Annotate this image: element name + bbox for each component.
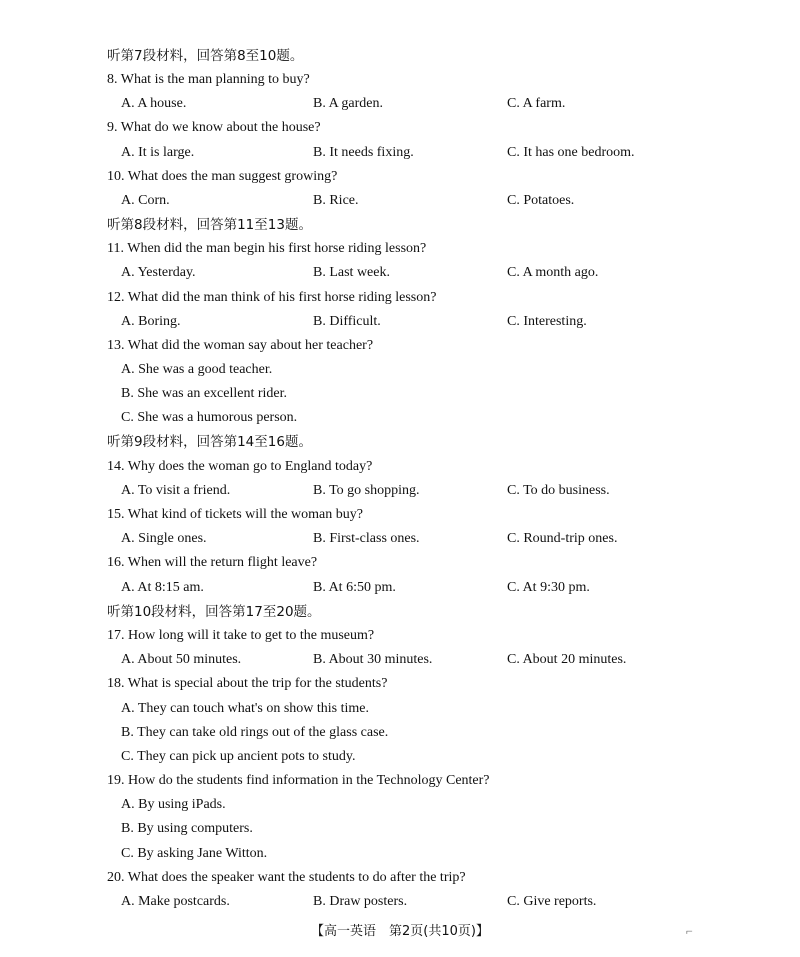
question-18: 18. What is special about the trip for the students? [107, 676, 388, 691]
q10-option-a: A. Corn. [121, 193, 170, 208]
q10-option-c: C. Potatoes. [507, 193, 575, 208]
q18-option-a: A. They can touch what's on show this time. [121, 701, 370, 716]
q17-option-b: B. About 30 minutes. [313, 652, 433, 667]
question-10: 10. What does the man suggest growing? [107, 169, 338, 184]
q15-option-c: C. Round-trip ones. [507, 531, 618, 546]
q18-option-b: B. They can take old rings out of the glass case. [121, 725, 389, 740]
q9-option-b: B. It needs fixing. [313, 145, 414, 160]
q11-option-c: C. A month ago. [507, 265, 599, 280]
q19-option-c: C. By asking Jane Witton. [121, 846, 268, 861]
question-19: 19. How do the students find information in the Technology Center? [107, 773, 490, 788]
q13-option-b: B. She was an excellent rider. [121, 386, 288, 401]
question-15: 15. What kind of tickets will the woman buy? [107, 507, 363, 522]
q8-option-b: B. A garden. [313, 96, 383, 111]
q12-option-b: B. Difficult. [313, 314, 381, 329]
question-9: 9. What do we know about the house? [107, 120, 321, 135]
question-12: 12. What did the man think of his first horse riding lesson? [107, 290, 437, 305]
q14-option-b: B. To go shopping. [313, 483, 420, 498]
q16-option-b: B. At 6:50 pm. [313, 580, 396, 595]
q15-option-a: A. Single ones. [121, 531, 207, 546]
q20-option-b: B. Draw posters. [313, 894, 408, 909]
q17-option-a: A. About 50 minutes. [121, 652, 242, 667]
q12-option-a: A. Boring. [121, 314, 181, 329]
q17-option-c: C. About 20 minutes. [507, 652, 627, 667]
q19-option-a: A. By using iPads. [121, 797, 226, 812]
q16-option-a: A. At 8:15 am. [121, 580, 204, 595]
q18-option-c: C. They can pick up ancient pots to study. [121, 749, 356, 764]
q12-option-c: C. Interesting. [507, 314, 587, 329]
page-footer: 【高一英语 第2页(共10页)】 [311, 924, 489, 939]
q20-option-c: C. Give reports. [507, 894, 597, 909]
q13-option-c: C. She was a humorous person. [121, 410, 298, 425]
section-header-10: 听第10段材料，回答第17至20题。 [107, 604, 321, 620]
question-8: 8. What is the man planning to buy? [107, 72, 310, 87]
q9-option-c: C. It has one bedroom. [507, 145, 635, 160]
q8-option-a: A. A house. [121, 96, 187, 111]
q14-option-c: C. To do business. [507, 483, 610, 498]
q11-option-a: A. Yesterday. [121, 265, 196, 280]
q20-option-a: A. Make postcards. [121, 894, 230, 909]
question-16: 16. When will the return flight leave? [107, 555, 318, 570]
q10-option-b: B. Rice. [313, 193, 359, 208]
q11-option-b: B. Last week. [313, 265, 390, 280]
section-header-8: 听第8段材料，回答第11至13题。 [107, 217, 312, 233]
q8-option-c: C. A farm. [507, 96, 566, 111]
question-20: 20. What does the speaker want the students to do after the trip? [107, 870, 466, 885]
q13-option-a: A. She was a good teacher. [121, 362, 273, 377]
question-17: 17. How long will it take to get to the museum? [107, 628, 375, 643]
q16-option-c: C. At 9:30 pm. [507, 580, 590, 595]
section-header-9: 听第9段材料，回答第14至16题。 [107, 434, 312, 450]
q19-option-b: B. By using computers. [121, 821, 253, 836]
question-14: 14. Why does the woman go to England today? [107, 459, 373, 474]
q15-option-b: B. First-class ones. [313, 531, 420, 546]
question-13: 13. What did the woman say about her teacher? [107, 338, 374, 353]
q14-option-a: A. To visit a friend. [121, 483, 231, 498]
q9-option-a: A. It is large. [121, 145, 195, 160]
question-11: 11. When did the man begin his first horse riding lesson? [107, 241, 427, 256]
section-header-7: 听第7段材料，回答第8至10题。 [107, 48, 304, 64]
corner-mark: ⌐ [686, 924, 693, 938]
